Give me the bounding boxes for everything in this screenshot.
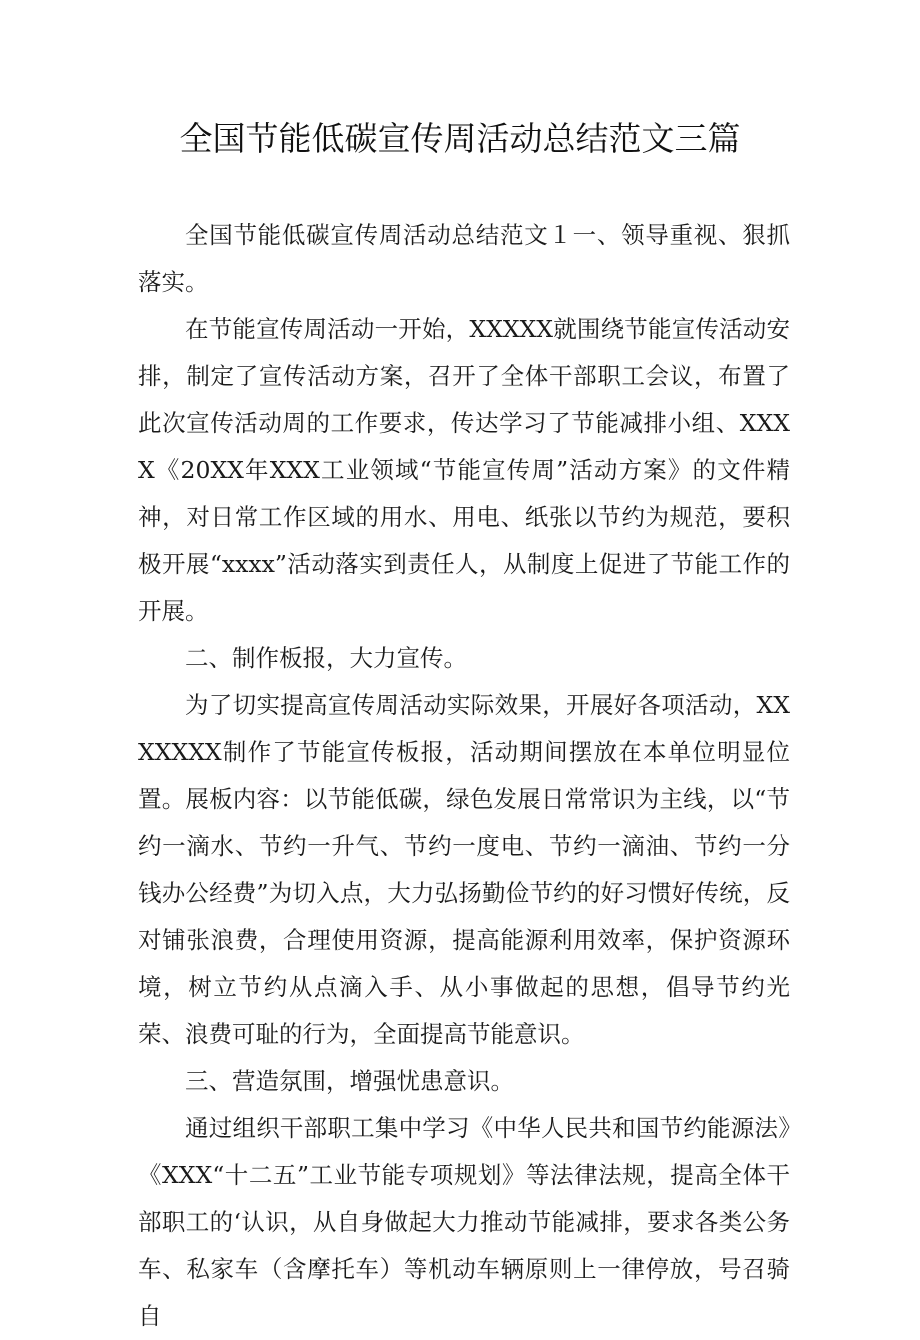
section-heading-3: 三、营造氛围，增强忧患意识。 [185,1067,514,1095]
paragraph-section-1: 在节能宣传周活动一开始，XXXXX就围绕节能宣传活动安排，制定了宣传活动方案，召开了全体干部职工会议，布置了此次宣传活动周的工作要求，传达学习了节能减排小组、XXXX《20XX年XXX工业领域“节能宣传周”活动方案》的文件精神，对日常工作区域的用水、用电、纸张以节约为规范，要积极开展“xxxx”活动落实到责任人，从制度上促进了节能工作的开展。 [138,315,790,625]
document-title: 全国节能低碳宣传周活动总结范文三篇 [179,119,741,158]
section-heading-2: 二、制作板报，大力宣传。 [185,644,467,672]
paragraph-intro: 全国节能低碳宣传周活动总结范文１一、领导重视、狠抓落实。 [138,221,790,296]
paragraph-section-3: 通过组织干部职工集中学习《中华人民共和国节约能源法》《XXX“十二五”工业节能专项规划》等法律法规，提高全体干部职工的‘认识，从自身做起大力推动节能减排，要求各类公务车、私家车（含摩托车）等机动车辆原则上一律停放，号召骑自 [138,1114,790,1330]
paragraph-section-2: 为了切实提高宣传周活动实际效果，开展好各项活动，XXXXXXX制作了节能宣传板报，活动期间摆放在本单位明显位置。展板内容：以节能低碳，绿色发展日常常识为主线，以“节约一滴水、节约一升气、节约一度电、节约一滴油、节约一分钱办公经费”为切入点，大力弘扬勤俭节约的好习惯好传统，反对铺张浪费，合理使用资源，提高能源利用效率，保护资源环境，树立节约从点滴入手、从小事做起的思想，倡导节约光荣、浪费可耻的行为，全面提高节能意识。 [138,691,790,1048]
document-body [138,212,790,1340]
